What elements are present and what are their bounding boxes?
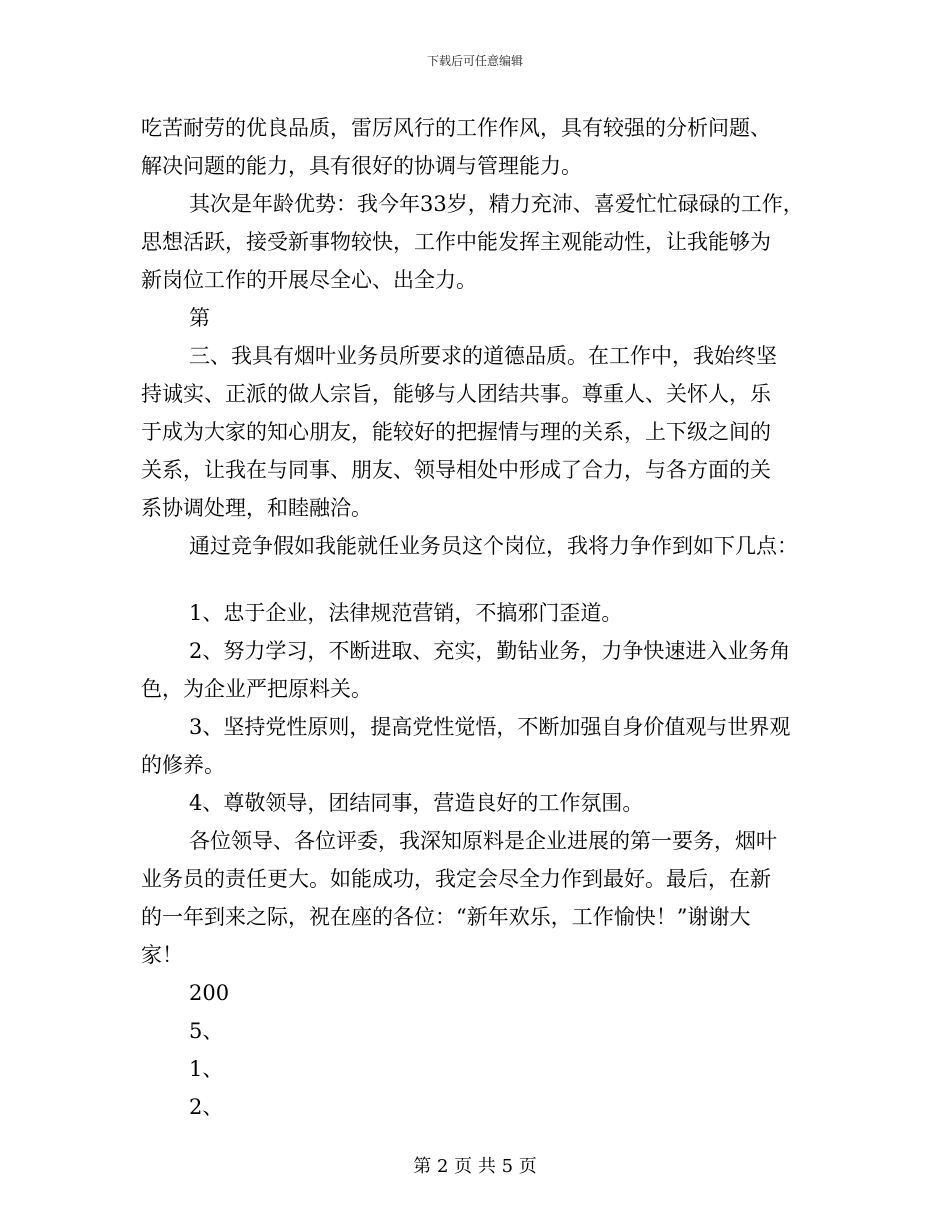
text-line: 系协调处理，和睦融洽。 bbox=[141, 496, 372, 520]
text-line: 的修养。 bbox=[141, 753, 225, 777]
text-line: 吃苦耐劳的优良品质，雷厉风行的工作作风，具有较强的分析问题、 bbox=[141, 116, 771, 140]
text-line: 通过竞争假如我能就任业务员这个岗位，我将力争作到如下几点： bbox=[189, 534, 798, 558]
text-line: 解决问题的能力，具有很好的协调与管理能力。 bbox=[141, 154, 582, 178]
text-line: 于成为大家的知心朋友，能较好的把握情与理的关系，上下级之间的 bbox=[141, 420, 771, 444]
page-header: 下载后可任意编辑 bbox=[426, 54, 523, 68]
list-item: 4、尊敬领导，团结同事，营造良好的工作氛围。 bbox=[189, 791, 644, 815]
page-footer: 第 2 页 共 5 页 bbox=[413, 1156, 537, 1177]
list-item: 2、努力学习，不断进取、充实，勤钻业务，力争快速进入业务角 bbox=[189, 639, 791, 663]
text-line: 业务员的责任更大。如能成功，我定会尽全力作到最好。最后，在新 bbox=[141, 867, 771, 891]
text-line: 持诚实、正派的做人宗旨，能够与人团结共事。尊重人、关怀人，乐 bbox=[141, 382, 771, 406]
text-line: 的一年到来之际，祝在座的各位：“新年欢乐，工作愉快！”谢谢大 bbox=[141, 905, 751, 929]
text-line: 色，为企业严把原料关。 bbox=[141, 677, 372, 701]
text-line: 其次是年龄优势：我今年33岁，精力充沛、喜爱忙忙碌碌的工作， bbox=[189, 192, 804, 216]
text-line: 三、我具有烟叶业务员所要求的道德品质。在工作中，我始终坚 bbox=[189, 344, 777, 368]
text-line: 1、 bbox=[189, 1057, 224, 1081]
text-line: 关系，让我在与同事、朋友、领导相处中形成了合力，与各方面的关 bbox=[141, 458, 771, 482]
text-line: 5、 bbox=[189, 1019, 224, 1043]
list-item: 1、忠于企业，法律规范营销，不搞邪门歪道。 bbox=[189, 601, 623, 625]
text-line: 思想活跃，接受新事物较快，工作中能发挥主观能动性，让我能够为 bbox=[141, 230, 771, 254]
text-line: 家！ bbox=[141, 943, 183, 967]
text-line: 各位领导、各位评委，我深知原料是企业进展的第一要务，烟叶 bbox=[189, 829, 777, 853]
text-line: 新岗位工作的开展尽全心、出全力。 bbox=[141, 268, 477, 292]
text-line: 200 bbox=[189, 981, 230, 1005]
text-line: 2、 bbox=[189, 1095, 224, 1119]
list-item: 3、坚持党性原则，提高党性觉悟，不断加强自身价值观与世界观 bbox=[189, 715, 791, 739]
text-line: 第 bbox=[189, 306, 210, 330]
